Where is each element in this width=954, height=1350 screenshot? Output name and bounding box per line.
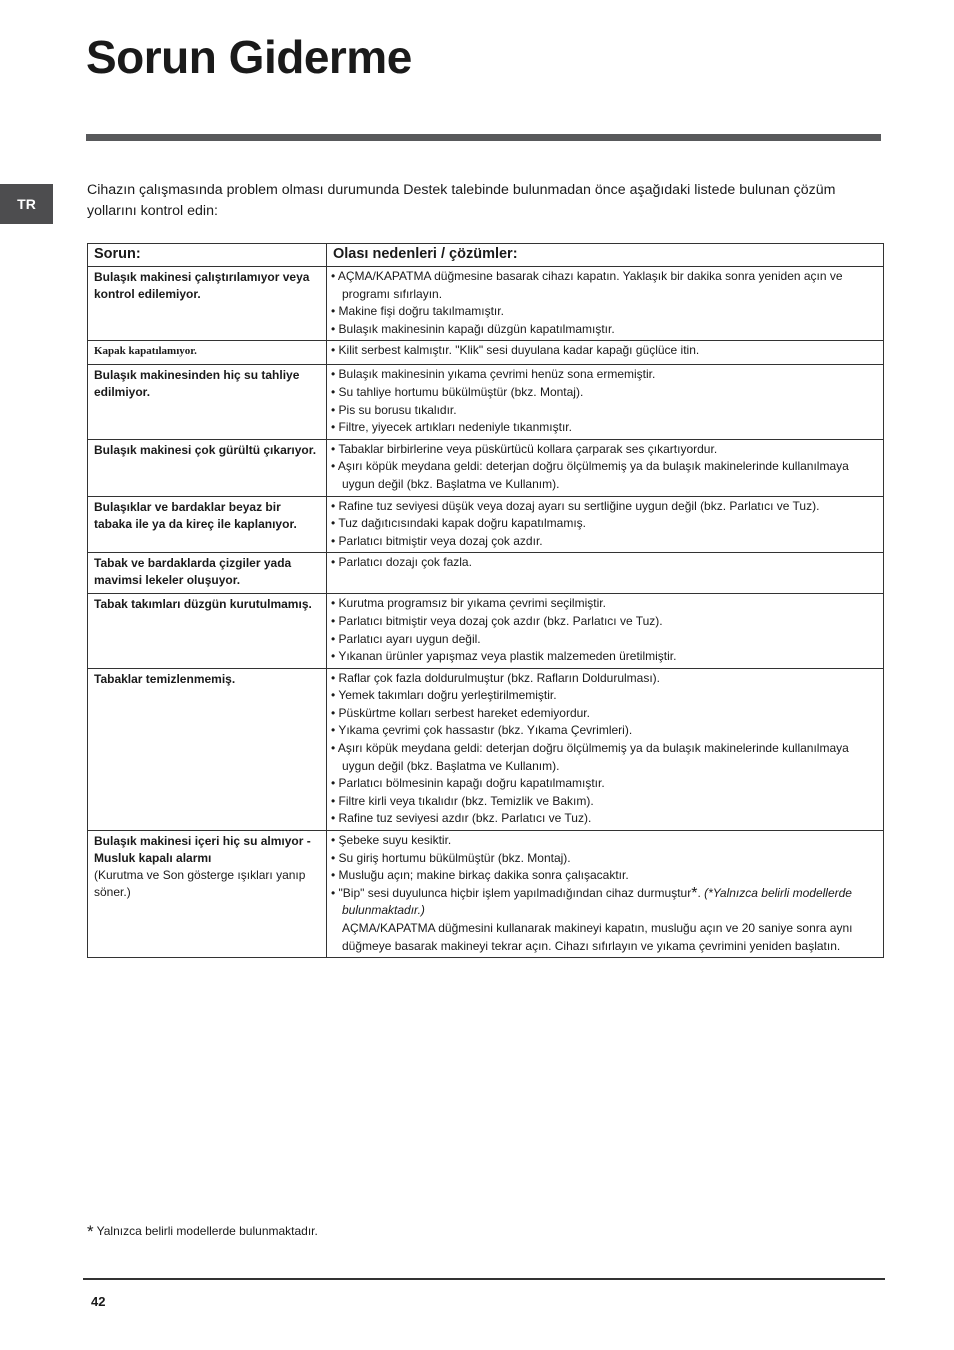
list-item: • Parlatıcı bitmiştir veya dozaj çok azdır (bkz. Parlatıcı ve Tuz). xyxy=(331,613,663,628)
problem-cell xyxy=(88,267,327,341)
problem-text: Bulaşık makinesi çalıştırılamıyor veya kontrol edilemiyor. xyxy=(94,270,310,301)
problem-text: Bulaşıklar ve bardaklar beyaz bir tabaka ile ya da kireç ile kaplanıyor. xyxy=(94,499,297,531)
causes-column-header: Olası nedenleri / çözümler: xyxy=(327,244,884,267)
list-item: • Filtre, yiyecek artıkları nedeniyle tıkanmıştır. xyxy=(331,420,572,435)
table-header-row xyxy=(88,244,884,267)
footnote-marker: * xyxy=(87,1222,94,1241)
table-row xyxy=(88,594,884,668)
table-row xyxy=(88,341,884,365)
footnote xyxy=(87,1222,318,1242)
asterisk-marker: * xyxy=(691,884,698,902)
problem-cell xyxy=(88,496,327,553)
problem-cell xyxy=(88,594,327,668)
list-item: • Kilit serbest kalmıştır. "Klik" sesi duyulana kadar kapağı güçlüce itin. xyxy=(331,343,700,358)
causes-cell xyxy=(327,341,884,365)
list-item: • AÇMA/KAPATMA düğmesine basarak cihazı kapatın. Yaklaşık bir dakika sonra yeniden açın ve programı sıfırlayın. xyxy=(331,269,843,301)
beep-note: (*Yalnızca belirli modellerde bulunmaktadır.) xyxy=(342,885,852,918)
list-item: • Parlatıcı bölmesinin kapağı doğru kapatılmamıştır. xyxy=(331,776,605,791)
causes-cell xyxy=(327,267,884,341)
beep-instruction: AÇMA/KAPATMA düğmesini kullanarak makineyi kapatın, musluğu açın ve 20 saniye sonra aynı düğmeye basarak makineyi tekrar açın. Cihazı sıfırlayın ve yıkama çevrimini yeniden başlatın. xyxy=(342,921,853,953)
list-item: • Aşırı köpük meydana geldi: deterjan doğru ölçülmemiş ya da bulaşık makinelerinde kullanılmaya uygun değil (bkz. Başlatma ve Kullanım). xyxy=(331,741,849,773)
table-row xyxy=(88,831,884,958)
list-item: • Parlatıcı dozajı çok fazla. xyxy=(331,555,472,570)
problem-cell xyxy=(88,553,327,594)
list-item: • Rafine tuz seviyesi azdır (bkz. Parlatıcı ve Tuz). xyxy=(331,811,592,826)
problem-cell xyxy=(88,831,327,958)
title-divider xyxy=(86,134,881,141)
page-title: Sorun Giderme xyxy=(86,31,412,83)
list-item: • Raflar çok fazla doldurulmuştur (bkz. Rafların Doldurulması). xyxy=(331,670,660,685)
footer-divider xyxy=(83,1278,885,1280)
problem-cell xyxy=(88,668,327,830)
causes-cell xyxy=(327,496,884,553)
list-item: • Su giriş hortumu bükülmüştür (bkz. Montaj). xyxy=(331,850,571,865)
list-item: • Tuz dağıtıcısındaki kapak doğru kapatılmamış. xyxy=(331,516,586,531)
problem-text: Kapak kapatılamıyor. xyxy=(94,345,197,358)
troubleshooting-table xyxy=(87,243,884,958)
problem-cell xyxy=(88,439,327,496)
causes-cell xyxy=(327,831,884,958)
list-item: • Bulaşık makinesinin kapağı düzgün kapatılmamıştır. xyxy=(331,321,615,336)
causes-cell xyxy=(327,668,884,830)
list-item: • Kurutma programsız bir yıkama çevrimi seçilmiştir. xyxy=(331,596,606,611)
table-row xyxy=(88,668,884,830)
list-item: • Parlatıcı bitmiştir veya dozaj çok azdır. xyxy=(331,533,543,548)
problem-column-header: Sorun: xyxy=(88,244,327,267)
problem-text: Bulaşık makinesi çok gürültü çıkarıyor. xyxy=(94,442,317,457)
beep-text: • "Bip" sesi duyulunca hiçbir işlem yapılmadığından cihaz durmuştur xyxy=(331,885,692,900)
causes-cell xyxy=(327,594,884,668)
causes-cell xyxy=(327,365,884,439)
list-item: • Rafine tuz seviyesi düşük veya dozaj ayarı su sertliğine uygun değil (bkz. Parlatıcı ve Tuz). xyxy=(331,498,820,513)
list-item: • Pis su borusu tıkalıdır. xyxy=(331,402,457,417)
list-item: • Su tahliye hortumu bükülmüştür (bkz. Montaj). xyxy=(331,384,584,399)
list-item: • Tabaklar birbirlerine veya püskürtücü kollara çarparak ses çıkartıyordur. xyxy=(331,441,718,456)
language-tab: TR xyxy=(0,184,53,224)
table-row xyxy=(88,267,884,341)
table-row xyxy=(88,439,884,496)
table-row xyxy=(88,496,884,553)
problem-cell xyxy=(88,365,327,439)
list-item: • Bulaşık makinesinin yıkama çevrimi henüz sona ermemiştir. xyxy=(331,367,656,382)
list-item: • Püskürtme kolları serbest hareket edemiyordur. xyxy=(331,705,590,720)
list-item: • Şebeke suyu kesiktir. xyxy=(331,833,452,848)
footnote-text: Yalnızca belirli modellerde bulunmaktadır. xyxy=(96,1224,318,1238)
list-item: • Makine fişi doğru takılmamıştır. xyxy=(331,304,504,319)
list-item: • Aşırı köpük meydana geldi: deterjan doğru ölçülmemiş ya da bulaşık makinelerinde kullanılmaya uygun değil (bkz. Başlatma ve Kullanım). xyxy=(331,459,849,491)
list-item: • Yıkama çevrimi çok hassastır (bkz. Yıkama Çevrimleri). xyxy=(331,723,633,738)
list-item: • Filtre kirli veya tıkalıdır (bkz. Temizlik ve Bakım). xyxy=(331,793,594,808)
causes-cell xyxy=(327,439,884,496)
list-item xyxy=(331,885,879,920)
problem-text: Bulaşık makinesinden hiç su tahliye edilmiyor. xyxy=(94,368,300,400)
list-item: • Musluğu açın; makine birkaç dakika sonra çalışacaktır. xyxy=(331,868,629,883)
table-row xyxy=(88,553,884,594)
problem-note: (Kurutma ve Son gösterge ışıkları yanıp söner.) xyxy=(94,868,306,900)
list-item: • Yemek takımları doğru yerleştirilmemiştir. xyxy=(331,688,557,703)
table-row xyxy=(88,365,884,439)
problem-text: Tabaklar temizlenmemiş. xyxy=(94,671,236,686)
causes-cell xyxy=(327,553,884,594)
page-number: 42 xyxy=(91,1294,106,1309)
list-item: • Yıkanan ürünler yapışmaz veya plastik malzemeden üretilmiştir. xyxy=(331,649,677,664)
intro-paragraph: Cihazın çalışmasında problem olması durumunda Destek talebinde bulunmadan önce aşağıdaki listede bulunan çözüm yollarını kontrol edin: xyxy=(87,182,836,219)
list-item: • Parlatıcı ayarı uygun değil. xyxy=(331,631,481,646)
problem-cell xyxy=(88,341,327,365)
problem-text: Tabak ve bardaklarda çizgiler yada mavimsi lekeler oluşuyor. xyxy=(94,556,292,588)
problem-text: Bulaşık makinesi içeri hiç su almıyor - Musluk kapalı alarmı xyxy=(94,834,311,866)
beep-period: . xyxy=(697,885,705,900)
problem-text: Tabak takımları düzgün kurutulmamış. xyxy=(94,597,312,612)
